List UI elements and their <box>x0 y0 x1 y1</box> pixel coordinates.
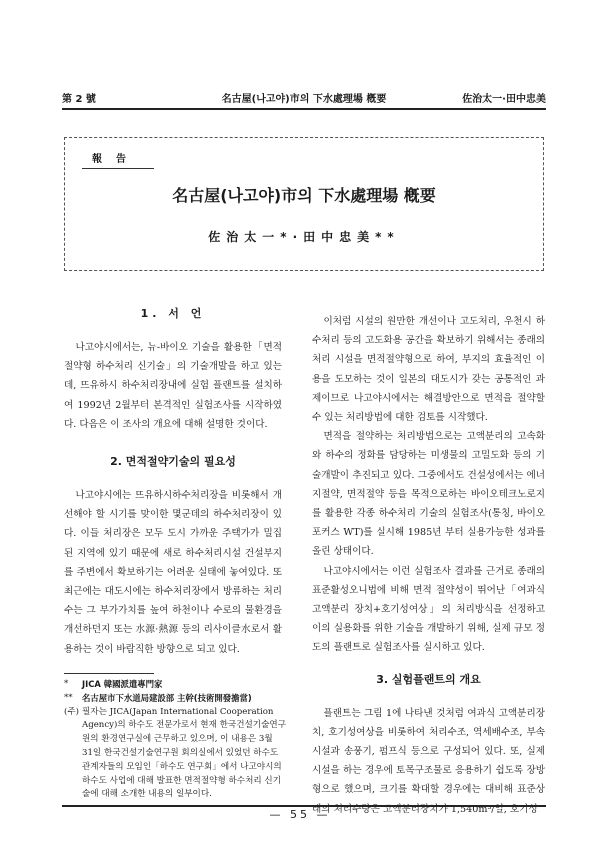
issue-number: 第 2 號 <box>62 94 96 105</box>
section-1-paragraph: 나고야시에서는, 뉴-바이오 기술을 활용한「면적 절약형 하수처리 신기술」의 기술개발을 하고 있는데, 뜨유하시 하수처리장내에 실험 플랜트를 설치하여 1992년 2월부터 본격적인 실험조사를 시작하였다. 다음은 이 조사의 개요에 대해 설명한 것이다. <box>64 342 282 430</box>
section-3-paragraph: 플랜트는 그림 1에 나타낸 것처럼 여과식 고액분리장치, 호기성여상을 비롯하여 처리수조, 역세배수조, 부속시설과 송풍기, 펌프식 등으로 구성되어 있다. 또, 실제 시설을 하는 경우에 토목구조물로 응용하기 쉽도록 장방형으로 했으며, 크기를 확대할 경우에는 대비해 표준상태의 처리수량은 고액분리장치가 1,540m³/일, 호기성 <box>312 707 545 815</box>
body-paragraph: 나고야시에서는 이런 실험조사 결과를 근거로 종래의 표준활성오니법에 비해 면적 절약성이 뛰어난「여과식 고액분리 장치+호기성여상」의 처리방식을 선정하고 이의 실용화를 위한 기술을 개발하기 위해, 실제 규모 정도의 플랜트로 실험조사를 실시하고 있다. <box>312 565 545 654</box>
footnote <box>64 706 286 803</box>
page-number: — 55 — <box>269 808 331 821</box>
footnote-text: 名古屋市下水道局建設部 主幹(技術開發擔當) <box>82 692 252 703</box>
footnote-text: JICA 韓國派遣專門家 <box>82 679 163 689</box>
footer-rule <box>62 805 546 807</box>
footnote-mark: * <box>64 679 69 689</box>
section-3-heading: 3. 실험플랜트의 개요 <box>376 672 481 686</box>
section-2-heading: 2. 면적절약기술의 필요성 <box>110 455 236 469</box>
right-column <box>312 312 545 819</box>
running-title: 名古屋(나고야)市의 下水處理場 槪要 <box>221 94 387 105</box>
footnote-text: 필자는 JICA(Japan International Cooperation Agency)의 하수도 전문가로서 현재 한국건설기술연구원의 환경연구실에 근무하고 있으며, 이 내용은 3월 31일 한국건설기술연구원 회의실에서 있었던 하수도 관계자들의 모임인「하수도 연구회」에서 나고야시의 하수도 사업에 대해 발표한 면적절약형 하수처리 신기술에 대해 소개한 내용의 일부이다. <box>82 706 287 800</box>
footnote-rule <box>64 673 154 674</box>
header-rule <box>62 108 546 110</box>
section-1-heading: 1. 서 언 <box>140 307 206 320</box>
report-label: 報告 <box>92 154 140 165</box>
footnote-mark: ** <box>64 692 73 703</box>
footnote-mark: (주) <box>64 706 80 717</box>
footnote <box>64 678 286 692</box>
footnotes <box>64 678 286 802</box>
body-paragraph: 면적을 절약하는 처리방법으로는 고액분리의 고속화와 하수의 정화를 담당하는 미생물의 고밀도화 등의 기술개발이 추진되고 있다. 그중에서도 건설성에서는 에너지절약, 면적절약 등을 목적으로하는 바이오테크노로지를 활용한 각종 하수처리 기술의 실험조사(통칭, 바이오 포커스 WT)를 실시해 1985년 부터 실용가능한 성과를 올린 상태이다. <box>312 431 545 558</box>
paper-authors: 佐治太一*·田中忠美** <box>208 230 400 244</box>
running-authors: 佐治太一·田中忠美 <box>462 94 546 105</box>
running-header <box>62 90 546 110</box>
left-column <box>64 300 282 659</box>
section-2-paragraph: 나고야시에는 뜨유하시하수처리장을 비롯해서 개선해야 할 시기를 맞이한 몇군데의 하수처리장이 있다. 이들 처리장은 모두 도시 가까운 주택가가 밀집된 지역에 있기 때문에 새로 하수처리시설 건설부지를 주변에서 확보하기는 어려운 실태에 놓여있다. 또 최근에는 대도시에는 하수처리장에서 방류하는 처리수는 그 부가가치를 높여 하천이나 수로의 물환경을 개선하던지 또는 水源·熱源 등의 리사이클水로서 활용하는 것이 바람직한 방향으로 되고 있다. <box>64 490 282 655</box>
body-paragraph: 이처럼 시설의 원만한 개선이나 고도처리, 우천시 하수처리 등의 고도화용 공간을 확보하기 위해서는 종래의 처리 시설을 면적절약형으로 하여, 부지의 효율적인 이용을 도모하는 것이 일본의 대도시가 갖는 공통적인 과제이므로 나고야시에서는 해결방안으로 면적을 절약할 수 있는 처리방법에 대한 검토를 시작했다. <box>312 316 545 424</box>
paper-title: 名古屋(나고야)市의 下水處理場 槪要 <box>172 186 436 205</box>
report-label-rule <box>82 168 154 169</box>
footnote <box>64 692 286 706</box>
